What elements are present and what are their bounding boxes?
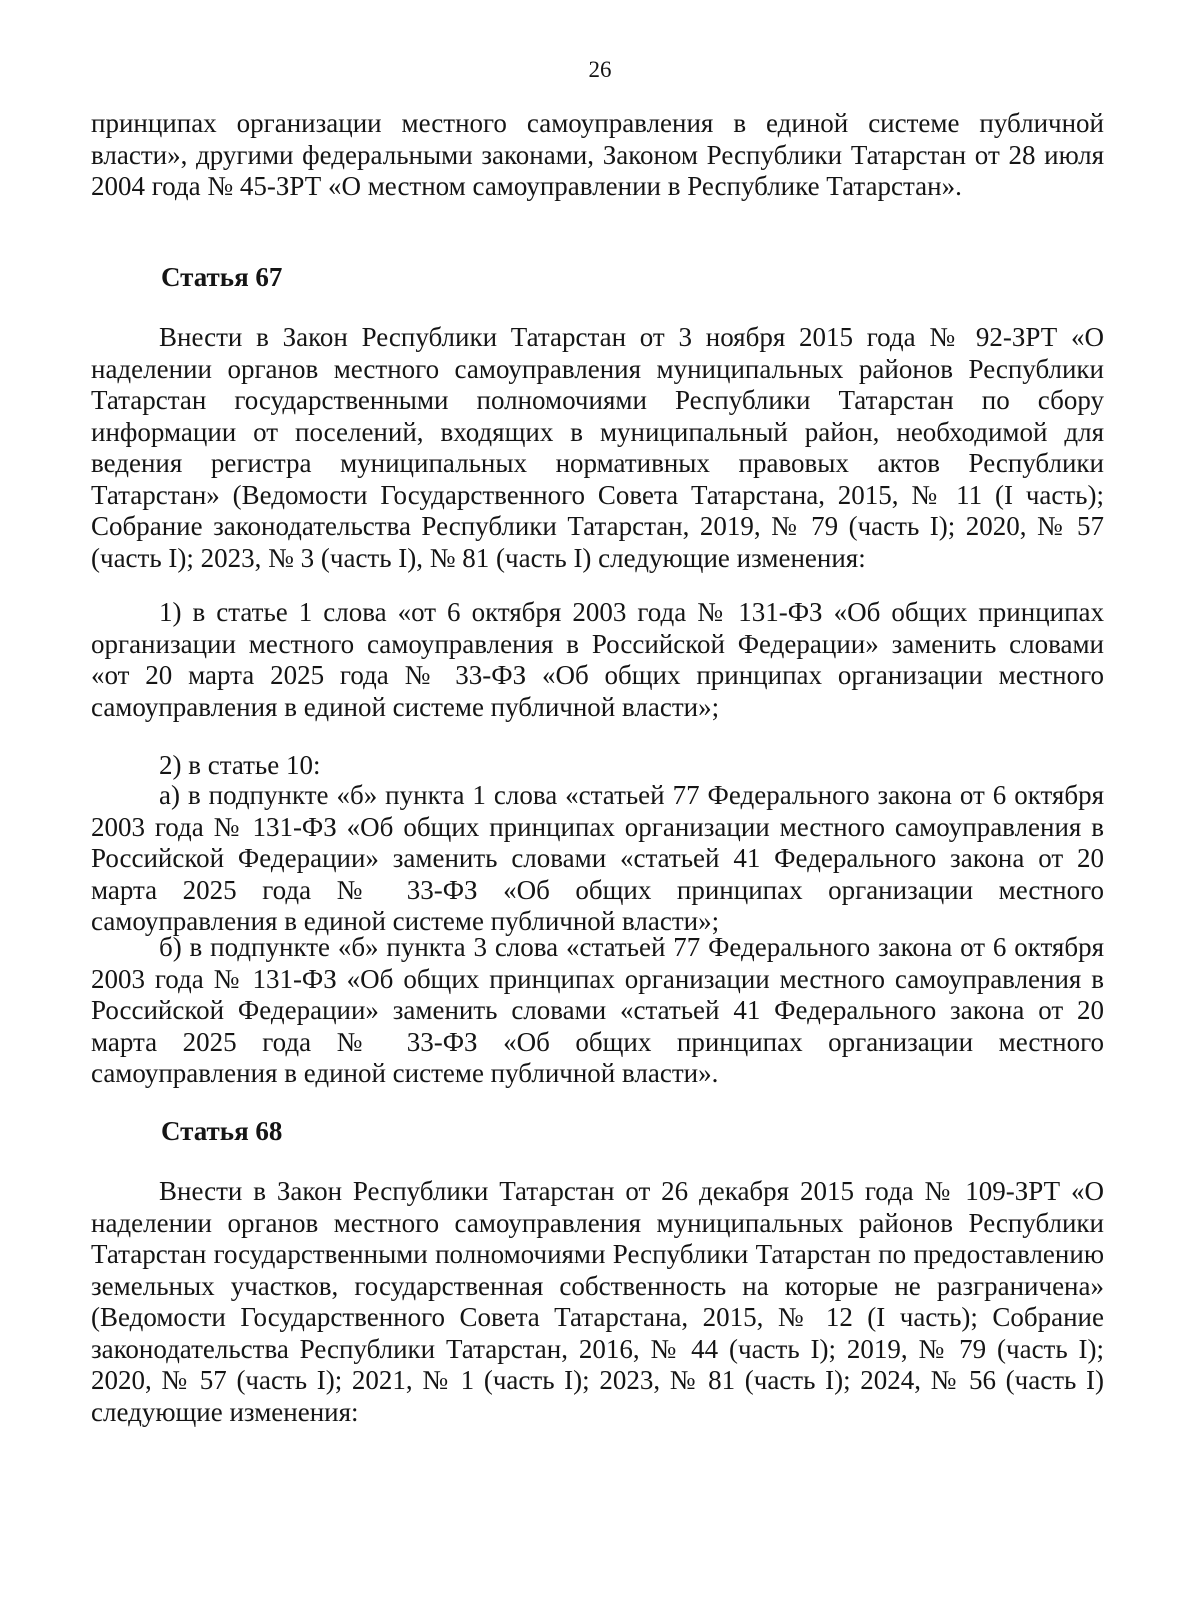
article-67-item-1: 1) в статье 1 слова «от 6 октября 2003 года № 131-ФЗ «Об общих принципах организации местного самоуправления в Российской Федерации» заменить словами «от 20 марта 2025 года № 33-ФЗ «Об общих принципах организации местного самоуправления в единой системе публичной власти»; — [91, 597, 1104, 722]
intro-paragraph: принципах организации местного самоуправления в единой системе публичной власти», другими федеральными законами, Законом Республики Татарстан от 28 июля 2004 года № 45-ЗРТ «О местном самоуправлении в Республике Татарстан». — [91, 108, 1104, 201]
article-67-item-2b: б) в подпункте «б» пункта 3 слова «статьей 77 Федерального закона от 6 октября 2003 года № 131-ФЗ «Об общих принципах организации местного самоуправления в Российской Федерации» заменить словами «статьей 41 Федерального закона от 20 марта 2025 года № 33-ФЗ «Об общих принципах организации местного самоуправления в единой системе публичной власти». — [91, 932, 1104, 1088]
article-67-heading: Статья 67 — [161, 262, 283, 292]
article-68-paragraph: Внести в Закон Республики Татарстан от 26 декабря 2015 года № 109-ЗРТ «О наделении органов местного самоуправления муниципальных районов Республики Татарстан государственными полномочиями Республики Татарстан по предоставлению земельных участков, государственная собственность на которые не разграничена» (Ведомости Государственного Совета Татарстана, 2015, № 12 (I часть); Собрание законодательства Республики Татарстан, 2016, № 44 (часть I); 2019, № 79 (часть I); 2020, № 57 (часть I); 2021, № 1 (часть I); 2023, № 81 (часть I); 2024, № 56 (часть I) следующие изменения: — [91, 1176, 1104, 1427]
page-number: 26 — [588, 57, 612, 82]
article-67-item-2: 2) в статье 10: — [159, 750, 321, 780]
article-67-paragraph: Внести в Закон Республики Татарстан от 3 ноября 2015 года № 92-ЗРТ «О наделении органов местного самоуправления муниципальных районов Республики Татарстан государственными полномочиями Республики Татарстан по сбору информации от поселений, входящих в муниципальный район, необходимой для ведения регистра муниципальных нормативных правовых актов Республики Татарстан» (Ведомости Государственного Совета Татарстана, 2015, № 11 (I часть); Собрание законодательства Республики Татарстан, 2019, № 79 (часть I); 2020, № 57 (часть I); 2023, № 3 (часть I), № 81 (часть I) следующие изменения: — [91, 322, 1104, 573]
article-68-heading: Статья 68 — [161, 1116, 283, 1146]
article-67-item-2a: а) в подпункте «б» пункта 1 слова «статьей 77 Федерального закона от 6 октября 2003 года № 131-ФЗ «Об общих принципах организации местного самоуправления в Российской Федерации» заменить словами «статьей 41 Федерального закона от 20 марта 2025 года № 33-ФЗ «Об общих принципах организации местного самоуправления в единой системе публичной власти»; — [91, 780, 1104, 936]
